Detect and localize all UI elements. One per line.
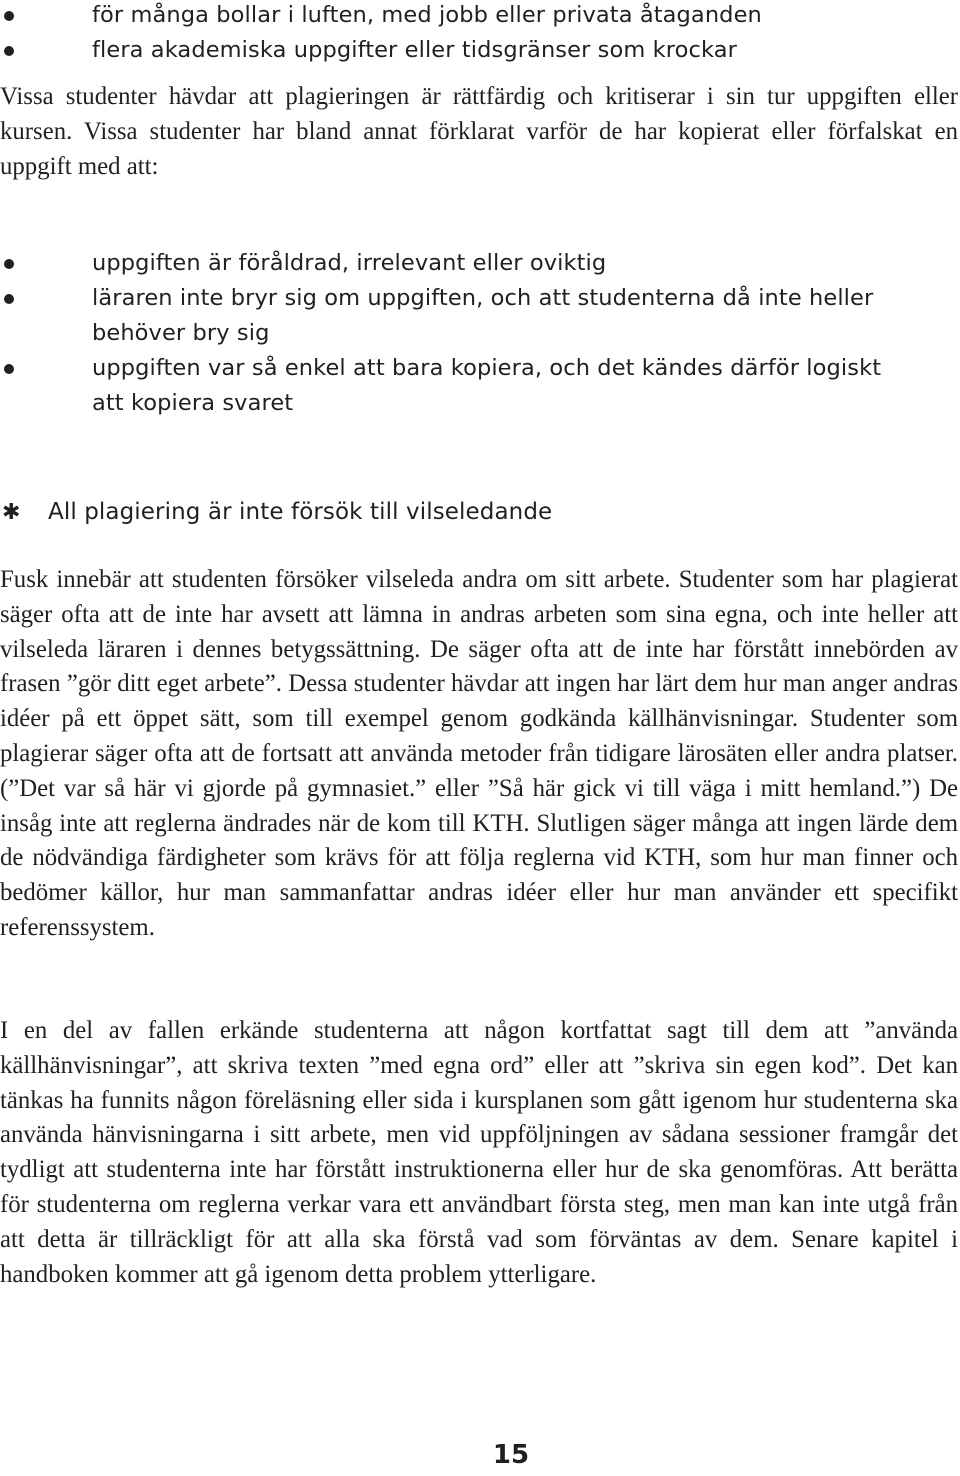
bullet-icon [4, 294, 14, 304]
reasons-bullet-list [0, 246, 960, 421]
bullet-icon [4, 364, 14, 374]
paragraph-justification: Vissa studenter hävdar att plagieringen är rättfärdig och kritiserar i sin tur uppgiften eller kursen. Vissa studenter har bland annat förklarat varför de har kopierat eller förfalskat en uppgift med att: [0, 83, 958, 180]
page-number: 15 [492, 1440, 530, 1470]
section-heading [0, 494, 960, 531]
list-item [0, 0, 960, 33]
paragraph-instructions: I en del av fallen erkände studenterna att någon kortfattat sagt till dem att ”använda källhänvisningar”, att skriva texten ”med egna ord” eller att ”skriva sin egen kod”. Det kan tänkas ha funnits någon föreläsning eller sida i kursplanen som gått igenom hur studenterna ska använda hänvisningarna i sitt arbete, men vid uppföljningen av sådana sessioner framgår det tydligt att studenterna inte har förstått instruktionerna eller hur de ska genomföras. Att berätta för studenterna om reglerna verkar vara ett användbart första steg, men man kan inte utgå från att detta är tillräckligt för att alla ska förstå vad som förväntas av dem. Senare kapitel i handboken kommer att gå igenom detta problem ytterligare. [0, 1017, 958, 1288]
list-item [0, 246, 960, 281]
list-item-text: uppgiften är föråldrad, irrelevant eller oviktig [92, 250, 607, 276]
list-item [0, 351, 960, 421]
list-item [0, 33, 960, 68]
asterisk-icon: ✱ [2, 500, 21, 525]
section-heading-text: All plagiering är inte försök till vilseledande [48, 499, 553, 525]
list-item [0, 281, 960, 351]
top-bullet-list [0, 0, 960, 68]
bullet-icon [4, 11, 14, 21]
list-item-text: läraren inte bryr sig om uppgiften, och att studenterna då inte heller behöver bry sig [92, 285, 874, 346]
bullet-icon [4, 46, 14, 56]
paragraph-deception: Fusk innebär att studenten försöker vilseleda andra om sitt arbete. Studenter som har plagierat säger ofta att de inte har avsett att lämna in andras arbeten som sina egna, och inte heller att vilseleda läraren i dennes betygssättning. De säger ofta att de inte har förstått innebörden av frasen ”gör ditt eget arbete”. Dessa studenter hävdar att ingen har lärt dem hur man anger andras idéer på ett öppet sätt, som till exempel genom godkända källhänvisningar. Studenter som plagierar säger ofta att de fortsatt att använda metoder från tidigare lärosäten eller andra platser. (”Det var så här vi gjorde på gymnasiet.” eller ”Så här gick vi till väga i mitt hemland.”) De insåg inte att reglerna ändrades när de kom till KTH. Slutligen säger många att ingen lärde dem de nödvändiga färdigheter som krävs för att följa reglerna vid KTH, som hur man finner och bedömer källor, hur man sammanfattar andras idéer eller hur man använder ett specifikt referenssystem. [0, 566, 958, 941]
list-item-text: uppgiften var så enkel att bara kopiera, och det kändes därför logiskt att kopiera svaret [92, 355, 882, 416]
list-item-text: flera akademiska uppgifter eller tidsgränser som krockar [92, 37, 737, 63]
bullet-icon [4, 259, 14, 269]
list-item-text: för många bollar i luften, med jobb eller privata åtaganden [92, 2, 762, 28]
